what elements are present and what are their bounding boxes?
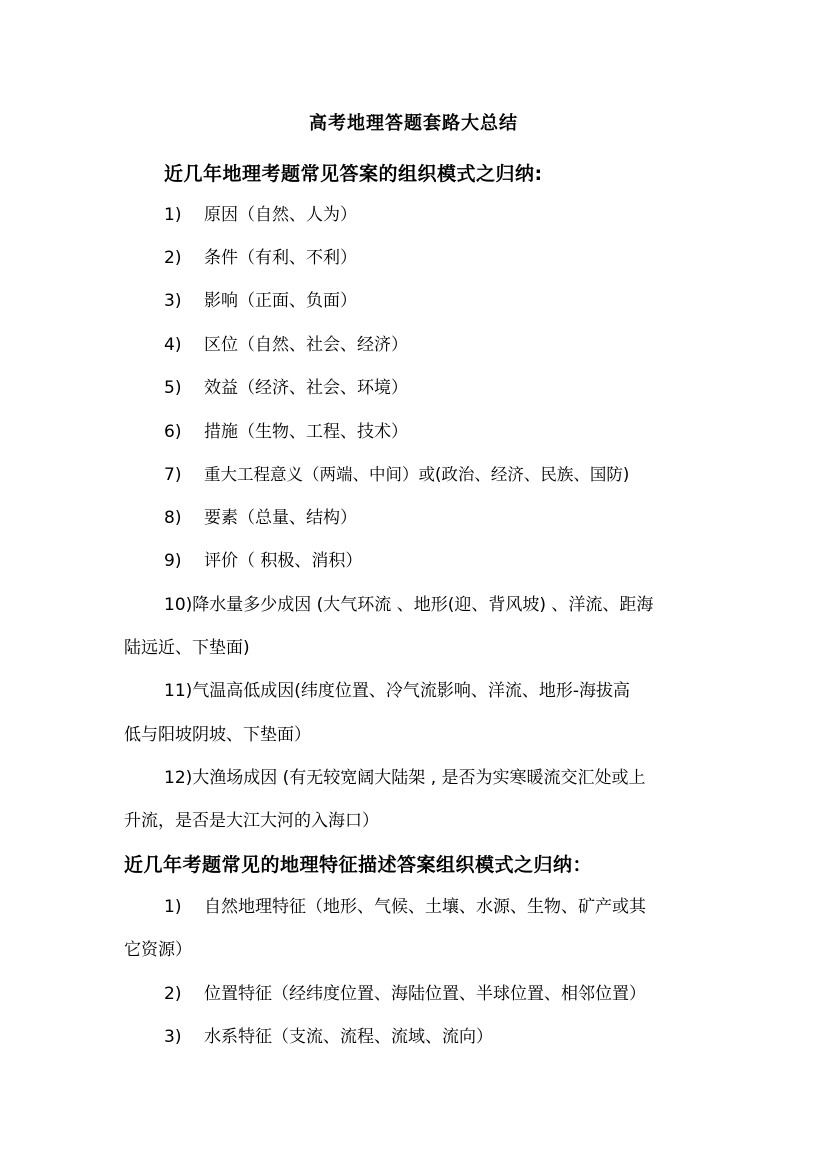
item-text: 效益（经济、社会、环境） — [204, 378, 408, 398]
item-number: 6) — [164, 422, 182, 442]
item-text: 措施（生物、工程、技术） — [204, 422, 408, 442]
item-number: 4) — [164, 335, 182, 355]
item-text: 要素（总量、结构） — [204, 508, 357, 528]
item-text: 条件（有利、不利） — [204, 248, 357, 268]
item-text: 影响（正面、负面） — [204, 291, 357, 311]
section2-heading: 近几年考题常见的地理特征描述答案组织模式之归纳： — [124, 854, 593, 876]
item-number: 7) — [164, 465, 182, 485]
item-number: 8) — [164, 508, 182, 528]
item-number: 2) — [164, 984, 182, 1004]
item-continuation: 它资源） — [124, 940, 192, 960]
paragraph-10-line1: 10)降水量多少成因 (大气环流 、地形(迎、背风坡) 、洋流、距海 — [164, 595, 654, 615]
paragraph-11-line2: 低与阳坡阴坡、下垫面） — [124, 725, 311, 745]
section1-heading: 近几年地理考题常见答案的组织模式之归纳: — [164, 163, 543, 185]
item-number: 1) — [164, 897, 182, 917]
document-title: 高考地理答题套路大总结 — [309, 113, 518, 134]
paragraph-11-line1: 11)气温高低成因(纬度位置、冷气流影响、洋流、地形-海拔高 — [164, 681, 631, 701]
item-number: 3) — [164, 1027, 182, 1047]
item-text: 位置特征（经纬度位置、海陆位置、半球位置、相邻位置） — [204, 984, 646, 1004]
paragraph-12-line2: 升流，是否是大江大河的入海口） — [124, 811, 379, 831]
item-text: 原因（自然、人为） — [204, 205, 357, 225]
item-number: 2) — [164, 248, 182, 268]
item-number: 5) — [164, 378, 182, 398]
item-text: 评价（ 积极、消积） — [204, 551, 363, 571]
item-number: 1) — [164, 205, 182, 225]
paragraph-12-line1: 12)大渔场成因 (有无较宽阔大陆架 , 是否为实寒暖流交汇处或上 — [164, 768, 646, 788]
item-text: 水系特征（支流、流程、流域、流向） — [204, 1027, 493, 1047]
item-text: 区位（自然、社会、经济） — [204, 335, 408, 355]
item-text: 自然地理特征（地形、气候、土壤、水源、生物、矿产或其 — [204, 897, 646, 917]
paragraph-10-line2: 陆远近、下垫面) — [124, 638, 250, 658]
item-number: 3) — [164, 291, 182, 311]
item-text: 重大工程意义（两端、中间）或(政治、经济、民族、国防) — [204, 465, 630, 484]
item-number: 9) — [164, 551, 182, 571]
